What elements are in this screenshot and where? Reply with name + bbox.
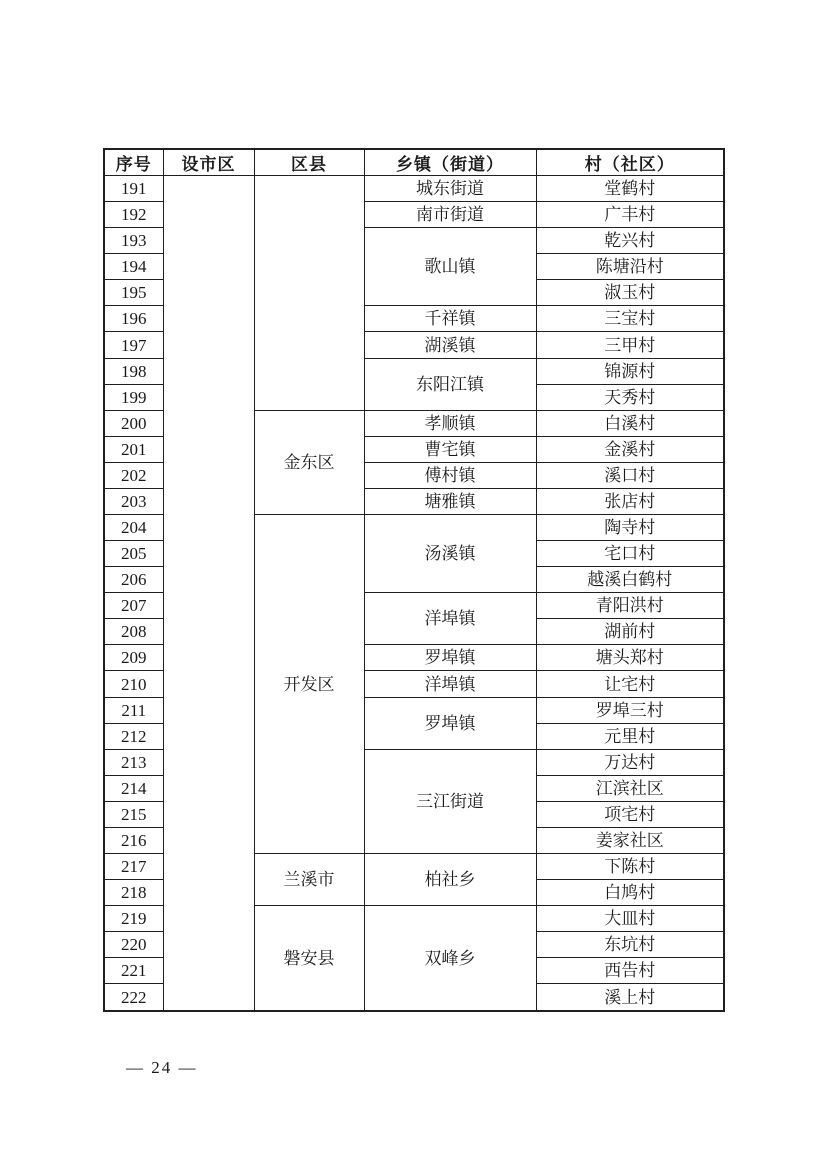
- serial-cell: 220: [104, 932, 163, 958]
- county-cell: 兰溪市: [254, 854, 364, 906]
- serial-cell: 201: [104, 436, 163, 462]
- village-cell: 广丰村: [536, 202, 724, 228]
- serial-cell: 199: [104, 384, 163, 410]
- serial-cell: 196: [104, 306, 163, 332]
- village-cell: 姜家社区: [536, 827, 724, 853]
- village-cell: 江滨社区: [536, 775, 724, 801]
- serial-cell: 202: [104, 462, 163, 488]
- village-cell: 堂鹤村: [536, 176, 724, 202]
- village-cell: 湖前村: [536, 619, 724, 645]
- village-cell: 天秀村: [536, 384, 724, 410]
- county-cell: 金东区: [254, 410, 364, 514]
- col-header-serial: 序号: [104, 149, 163, 176]
- serial-cell: 215: [104, 801, 163, 827]
- town-cell: 罗埠镇: [364, 645, 536, 671]
- village-cell: 下陈村: [536, 854, 724, 880]
- col-header-county: 区县: [254, 149, 364, 176]
- serial-cell: 203: [104, 488, 163, 514]
- village-cell: 三宝村: [536, 306, 724, 332]
- village-cell: 越溪白鹤村: [536, 567, 724, 593]
- town-cell: 东阳江镇: [364, 358, 536, 410]
- table-header-row: [104, 149, 724, 176]
- table-row: [104, 176, 724, 202]
- town-cell: 汤溪镇: [364, 515, 536, 593]
- village-cell: 乾兴村: [536, 228, 724, 254]
- town-cell: 双峰乡: [364, 906, 536, 1011]
- col-header-town: 乡镇（街道）: [364, 149, 536, 176]
- county-cell: 开发区: [254, 515, 364, 854]
- serial-cell: 219: [104, 906, 163, 932]
- serial-cell: 192: [104, 202, 163, 228]
- village-cell: 罗埠三村: [536, 697, 724, 723]
- village-cell: 溪上村: [536, 984, 724, 1011]
- village-cell: 白溪村: [536, 410, 724, 436]
- town-cell: 湖溪镇: [364, 332, 536, 358]
- serial-cell: 191: [104, 176, 163, 202]
- serial-cell: 204: [104, 515, 163, 541]
- col-header-village: 村（社区）: [536, 149, 724, 176]
- village-cell: 万达村: [536, 749, 724, 775]
- town-cell: 三江街道: [364, 749, 536, 853]
- village-cell: 陶寺村: [536, 515, 724, 541]
- village-cell: 西告村: [536, 958, 724, 984]
- village-cell: 淑玉村: [536, 280, 724, 306]
- village-cell: 白鸠村: [536, 880, 724, 906]
- serial-cell: 195: [104, 280, 163, 306]
- table-body: [104, 176, 724, 1012]
- village-cell: 让宅村: [536, 671, 724, 697]
- village-cell: 青阳洪村: [536, 593, 724, 619]
- village-cell: 项宅村: [536, 801, 724, 827]
- serial-cell: 214: [104, 775, 163, 801]
- serial-cell: 218: [104, 880, 163, 906]
- serial-cell: 212: [104, 723, 163, 749]
- serial-cell: 197: [104, 332, 163, 358]
- village-cell: 东坑村: [536, 932, 724, 958]
- town-cell: 曹宅镇: [364, 436, 536, 462]
- serial-cell: 222: [104, 984, 163, 1011]
- village-cell: 大皿村: [536, 906, 724, 932]
- town-cell: 歌山镇: [364, 228, 536, 306]
- county-cell: 磐安县: [254, 906, 364, 1011]
- serial-cell: 211: [104, 697, 163, 723]
- serial-cell: 207: [104, 593, 163, 619]
- town-cell: 傅村镇: [364, 462, 536, 488]
- town-cell: 南市街道: [364, 202, 536, 228]
- serial-cell: 198: [104, 358, 163, 384]
- town-cell: 城东街道: [364, 176, 536, 202]
- village-cell: 张店村: [536, 488, 724, 514]
- serial-cell: 209: [104, 645, 163, 671]
- town-cell: 柏社乡: [364, 854, 536, 906]
- town-cell: 洋埠镇: [364, 593, 536, 645]
- serial-cell: 193: [104, 228, 163, 254]
- village-cell: 锦源村: [536, 358, 724, 384]
- serial-cell: 216: [104, 827, 163, 853]
- county-cell: [254, 176, 364, 411]
- serial-cell: 205: [104, 541, 163, 567]
- village-cell: 三甲村: [536, 332, 724, 358]
- serial-cell: 206: [104, 567, 163, 593]
- serial-cell: 213: [104, 749, 163, 775]
- village-list-table: [103, 148, 725, 1012]
- serial-cell: 208: [104, 619, 163, 645]
- village-cell: 元里村: [536, 723, 724, 749]
- serial-cell: 200: [104, 410, 163, 436]
- village-cell: 陈塘沿村: [536, 254, 724, 280]
- town-cell: 罗埠镇: [364, 697, 536, 749]
- town-cell: 千祥镇: [364, 306, 536, 332]
- village-cell: 塘头郑村: [536, 645, 724, 671]
- serial-cell: 194: [104, 254, 163, 280]
- town-cell: 洋埠镇: [364, 671, 536, 697]
- page-number: — 24 —: [126, 1058, 198, 1077]
- village-cell: 宅口村: [536, 541, 724, 567]
- serial-cell: 221: [104, 958, 163, 984]
- town-cell: 塘雅镇: [364, 488, 536, 514]
- village-cell: 金溪村: [536, 436, 724, 462]
- city-cell: [163, 176, 254, 1012]
- serial-cell: 210: [104, 671, 163, 697]
- col-header-city: 设市区: [163, 149, 254, 176]
- town-cell: 孝顺镇: [364, 410, 536, 436]
- village-cell: 溪口村: [536, 462, 724, 488]
- serial-cell: 217: [104, 854, 163, 880]
